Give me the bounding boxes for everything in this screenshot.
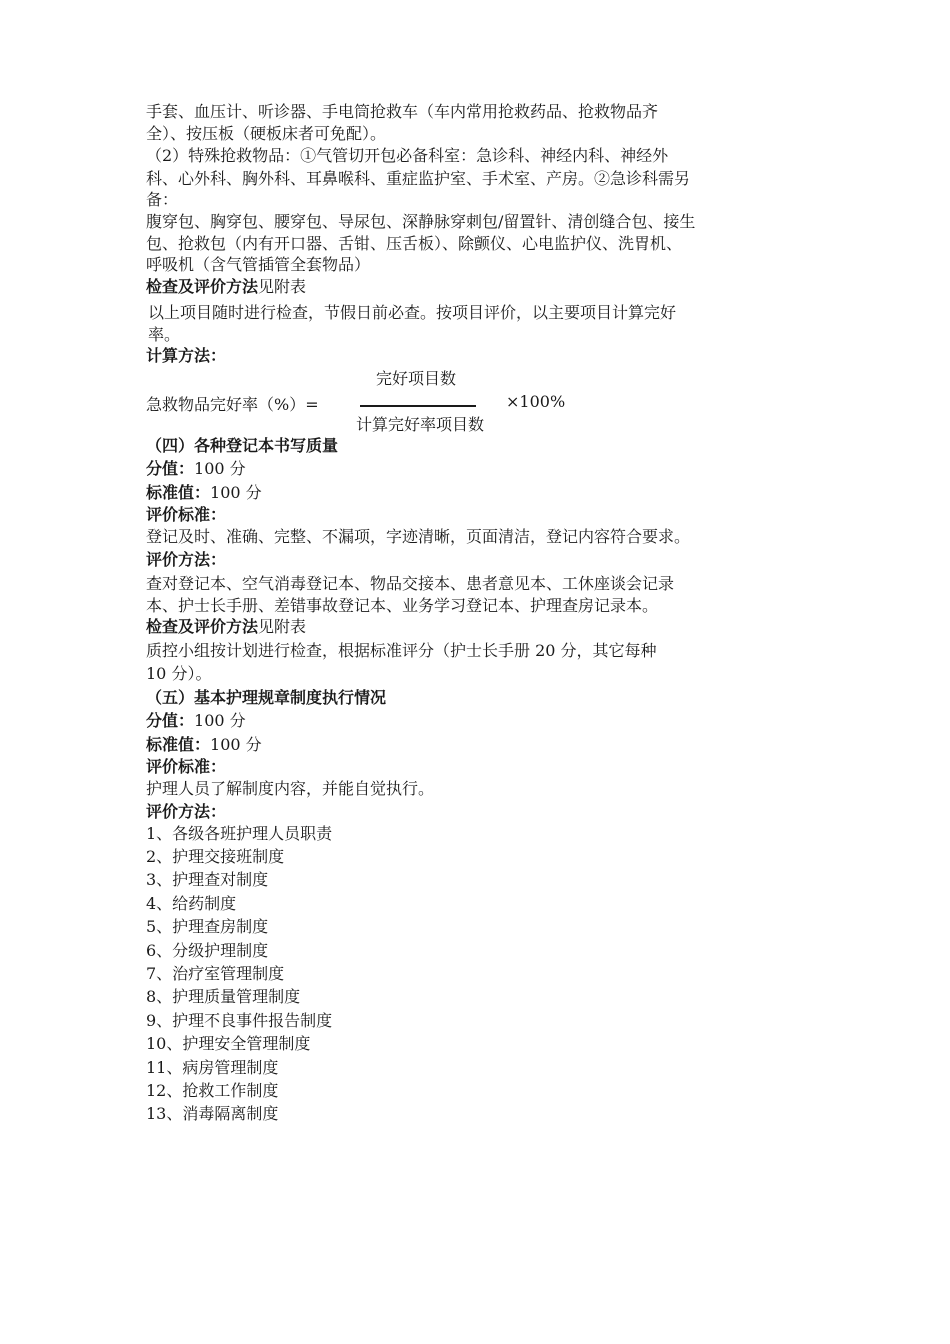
score-line — [146, 457, 826, 480]
section-heading: （五）基本护理规章制度执行情况 — [146, 687, 387, 707]
check-method-label: 检查及评价方法 — [146, 277, 259, 297]
standard-line — [146, 733, 826, 756]
text-line: 包、抢救包（内有开口器、舌钳、压舌板）、除颤仪、心电监护仪、洗胃机、 — [146, 234, 683, 254]
document-page — [146, 100, 826, 1126]
list-item: 3、护理查对制度 — [146, 870, 269, 890]
text-line: 科、心外科、胸外科、耳鼻喉科、重症监护室、手术室、产房。②急诊科需另 — [146, 168, 691, 188]
list-item: 4、给药制度 — [146, 893, 237, 913]
score-line — [146, 709, 826, 732]
check-text: 质控小组按计划进行检查，根据标准评分（护士长手册 20 分，其它每种 — [146, 641, 657, 661]
list-item: 9、护理不良事件报告制度 — [146, 1010, 333, 1030]
score-label: 分值： — [146, 711, 195, 731]
standard-value: 100 分 — [210, 734, 262, 754]
text-line: 全）、按压板（硬板床者可免配）。 — [146, 124, 387, 144]
formula-numerator: 完好项目数 — [376, 369, 457, 389]
fraction-bar — [360, 405, 476, 407]
text-line: 腹穿包、胸穿包、腰穿包、导尿包、深静脉穿刺包/留置针、清创缝合包、接生 — [146, 211, 696, 231]
criteria-label: 评价标准： — [146, 505, 227, 525]
list-item: 12、抢救工作制度 — [146, 1080, 279, 1100]
text-line: 手套、血压计、听诊器、手电筒抢救车（车内常用抢救药品、抢救物品齐 — [146, 102, 659, 121]
text-line: 备： — [146, 189, 179, 209]
check-method-label: 检查及评价方法 — [146, 617, 259, 637]
method-text: 本、护士长手册、差错事故登记本、业务学习登记本、护理查房记录本。 — [146, 596, 659, 616]
list-item: 1、各级各班护理人员职责 — [146, 823, 333, 843]
method-label: 评价方法： — [146, 549, 227, 569]
method-text: 查对登记本、空气消毒登记本、物品交接本、患者意见本、工休座谈会记录 — [146, 573, 675, 593]
check-method-line — [146, 275, 826, 298]
criteria-label: 评价标准： — [146, 757, 227, 777]
criteria-text: 登记及时、准确、完整、不漏项，字迹清晰，页面清洁，登记内容符合要求。 — [146, 527, 691, 547]
standard-label: 标准值： — [146, 482, 211, 502]
score-value: 100 分 — [194, 459, 246, 479]
list-item: 2、护理交接班制度 — [146, 846, 285, 866]
check-method-ref: 见附表 — [258, 617, 307, 637]
text-line: （2）特殊抢救物品：①气管切开包必备科室：急诊科、神经内科、神经外 — [146, 146, 669, 166]
rules-list — [146, 822, 826, 1126]
method-label: 评价方法： — [146, 801, 227, 821]
list-item: 11、病房管理制度 — [146, 1057, 279, 1077]
formula-multiplier: ×100% — [506, 392, 566, 412]
score-value: 100 分 — [194, 711, 246, 731]
text-line: 以上项目随时进行检查，节假日前必查。按项目评价，以主要项目计算完好 — [148, 302, 677, 322]
list-item: 7、治疗室管理制度 — [146, 963, 285, 983]
standard-line — [146, 481, 826, 504]
text-line: 率。 — [148, 325, 181, 345]
criteria-text: 护理人员了解制度内容，并能自觉执行。 — [146, 779, 435, 799]
formula-lhs: 急救物品完好率（%）= — [146, 395, 319, 415]
list-item: 5、护理查房制度 — [146, 917, 269, 937]
formula-denominator: 计算完好率项目数 — [356, 415, 485, 435]
section-heading: （四）各种登记本书写质量 — [146, 436, 339, 456]
calc-method-label: 计算方法： — [146, 346, 227, 366]
check-method-ref: 见附表 — [258, 277, 307, 297]
list-item: 13、消毒隔离制度 — [146, 1104, 279, 1124]
check-text: 10 分）。 — [146, 664, 212, 684]
completeness-formula — [146, 366, 826, 435]
standard-value: 100 分 — [210, 482, 262, 502]
list-item: 10、护理安全管理制度 — [146, 1034, 311, 1054]
score-label: 分值： — [146, 459, 195, 479]
list-item: 6、分级护理制度 — [146, 940, 269, 960]
text-line: 呼吸机（含气管插管全套物品） — [146, 255, 371, 275]
standard-label: 标准值： — [146, 734, 211, 754]
list-item: 8、护理质量管理制度 — [146, 987, 301, 1007]
check-method-line — [146, 616, 826, 637]
